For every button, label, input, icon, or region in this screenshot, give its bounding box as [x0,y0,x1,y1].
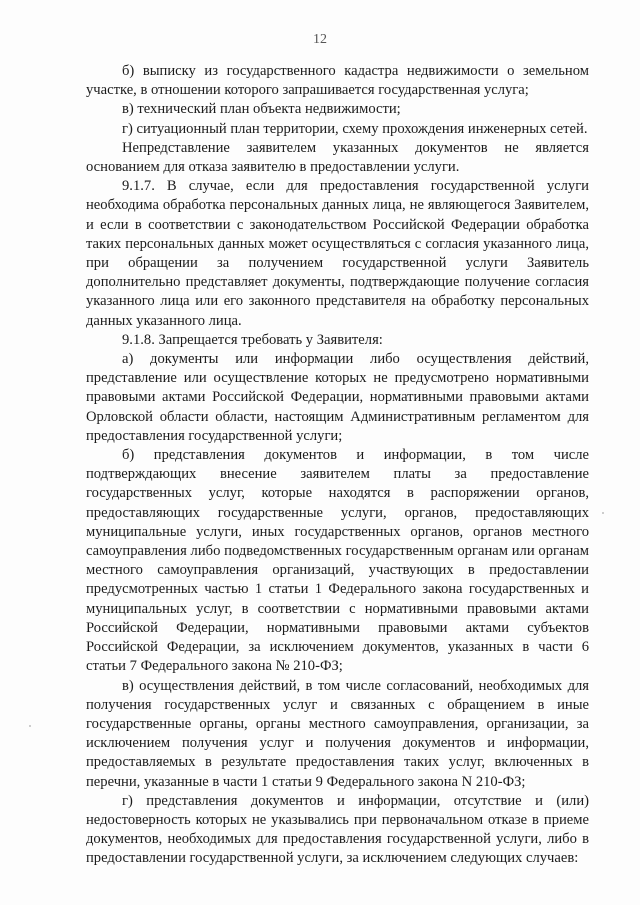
paragraph-item-g-situation-plan: г) ситуационный план территории, схему прохождения инженерных сетей. [122,120,588,137]
paragraph-item-a: а) документы или информации либо осуществления действий, представление или осуществление которых не предусмотрено нормативными правовыми актами Российской Федерации, нормативными правовыми актами Орловской области области, настоящим Административным регламентом для предоставления государственной услуги; [86,351,589,444]
scan-artifact [29,725,31,727]
paragraph-9-1-7: 9.1.7. В случае, если для предоставления государственной услуги необходима обработка персональных данных лица, не являющегося Заявителем, и если в соответствии с законодательством Российской Федерации обработка таких персональных данных может осуществляться с согласия указанного лица, при обращении за получением государственной услуги Заявитель дополнительно представляет документы, подтверждающие получение согласия указанного лица или его законного представителя на обработку персональных данных указанного лица. [86,178,589,329]
document-body [86,62,589,869]
page-number: 12 [313,32,327,47]
paragraph-9-1-8: 9.1.8. Запрещается требовать у Заявителя: [122,331,383,348]
paragraph-item-b: б) представления документов и информации, в том числе подтверждающих внесение заявителем платы за предоставление государственных услуг, которые находятся в распоряжении органов, предоставляющих государственные услуги, органов, предоставляющих муниципальные услуги, иных государственных органов, органов местного самоуправления либо подведомственных государственным органам или органам местного самоуправления организаций, участвующих в предоставлении предусмотренных частью 1 статьи 1 Федерального закона государственных и муниципальных услуг, в соответствии с нормативными правовыми актами Российской Федерации, нормативными правовыми актами субъектов Российской Федерации, за исключением документов, указанных в части 6 статьи 7 Федерального закона № 210-ФЗ; [86,447,589,675]
paragraph-item-b-cadastre-extract: б) выписку из государственного кадастра недвижимости о земельном участке, в отношении которого запрашивается государственная услуга; [86,63,589,99]
paragraph-item-v-technical-plan: в) технический план объекта недвижимости; [122,101,401,118]
scan-artifact [602,512,604,514]
paragraph-item-v: в) осуществления действий, в том числе согласований, необходимых для получения государственных услуг и связанных с обращением в иные государственные органы, органы местного самоуправления, организации, за исключением получения услуг и получения документов и информации, предоставляемых в результате предоставления таких услуг, включенных в перечни, указанные в части 1 статьи 9 Федерального закона N 210-ФЗ; [86,677,589,790]
paragraph-non-submission-note: Непредставление заявителем указанных документов не является основанием для отказа заявителю в предоставлении услуги. [86,139,589,176]
paragraph-item-g: г) представления документов и информации, отсутствие и (или) недостоверность которых не указывались при первоначальном отказе в приеме документов, необходимых для предоставления государственной услуги, либо в предоставлении государственной услуги, за исключением следующих случаев: [86,792,589,867]
